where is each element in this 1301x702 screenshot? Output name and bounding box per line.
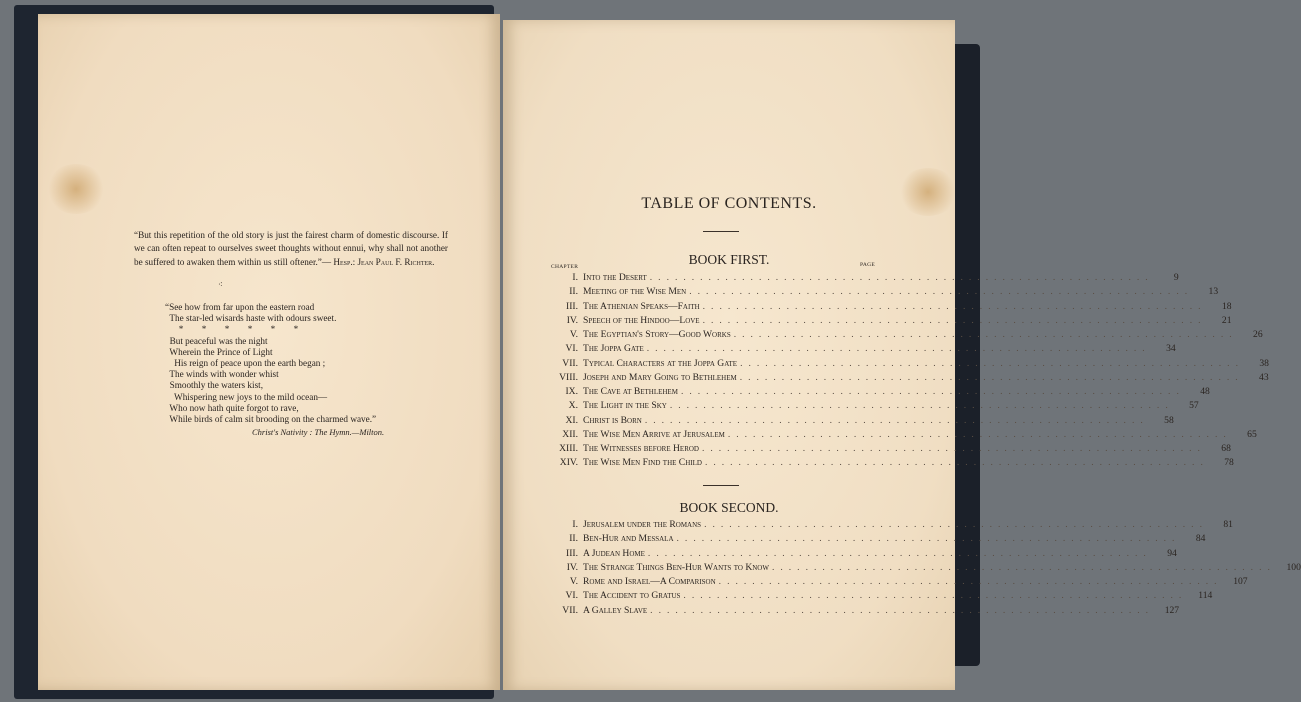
toc-entry[interactable] (548, 547, 1177, 562)
toc-entry[interactable] (548, 371, 1269, 386)
page-number: 78 (1224, 457, 1234, 469)
dot-leader: ............................................................ (646, 343, 1151, 355)
chapter-title: A Judean Home (583, 547, 645, 559)
poem (165, 302, 376, 425)
chapter-number: XIV. (559, 457, 578, 469)
page-number: 13 (1208, 286, 1219, 298)
chapter-number: VI. (565, 343, 578, 355)
chapter-title: Meeting of the Wise Men (583, 286, 687, 298)
dot-leader: ............................................................ (739, 371, 1244, 383)
poem-line: Wherein the Prince of Light (165, 346, 273, 357)
poem-line: His reign of peace upon the earth began ; (165, 357, 326, 368)
chapter-title: The Witnesses before Herod (583, 443, 699, 454)
chapter-number: III. (566, 547, 578, 559)
toc-entry[interactable] (548, 300, 1232, 315)
page-number: 21 (1221, 314, 1232, 326)
chapter-title: Speech of the Hindoo—Love (583, 314, 700, 326)
poem-line: The star-led wisards haste with odours sweet. (165, 313, 337, 324)
chapter-number: IV. (566, 314, 578, 326)
chapter-title: Christ is Born (583, 414, 642, 426)
page-number: 114 (1198, 590, 1213, 602)
poem-attribution: Christ's Nativity : The Hymn.—Milton. (252, 427, 385, 437)
chapter-title: Ben-Hur and Messala (583, 533, 674, 545)
book-heading: BOOK FIRST. (688, 252, 770, 267)
toc-entry[interactable] (548, 604, 1180, 619)
dot-leader: ............................................................ (669, 400, 1174, 412)
toc-entry[interactable] (548, 533, 1206, 547)
page-number: 34 (1166, 343, 1176, 355)
poem-line: Who now hath quite forgot to rave, (165, 402, 299, 413)
chapter-title: The Joppa Gate (583, 343, 644, 355)
divider (703, 231, 739, 232)
chapter-number: VII. (562, 604, 578, 616)
poem-line: Smoothly the waters kist, (165, 380, 263, 391)
dot-leader: ............................................................ (676, 533, 1181, 545)
chapter-title: The Athenian Speaks—Faith (583, 300, 700, 312)
chapter-title: Into the Desert (583, 272, 647, 283)
chapter-title: Rome and Israel—A Comparison (583, 576, 716, 587)
page-number: 26 (1253, 329, 1263, 340)
chapter-title: The Wise Men Arrive at Jerusalem (583, 428, 725, 440)
dot-leader: ............................................................ (771, 561, 1276, 573)
chapter-number: XII. (562, 428, 578, 440)
page-number: 43 (1259, 371, 1269, 383)
poem-line: Whispering new joys to the mild ocean— (165, 391, 328, 402)
dot-leader: ............................................................ (689, 286, 1194, 298)
dot-leader: ............................................................ (740, 357, 1244, 369)
chapter-number: XIII. (559, 443, 578, 454)
chapter-title: The Egyptian's Story—Good Works (583, 329, 731, 340)
toc-entry[interactable] (548, 457, 1234, 471)
page-number: 84 (1195, 533, 1206, 545)
toc-entry[interactable] (548, 428, 1257, 443)
chapter-number: VI. (565, 590, 578, 602)
toc-entry[interactable] (548, 400, 1199, 414)
chapter-title: Jerusalem under the Romans (583, 519, 702, 530)
epigraph-quote (134, 229, 448, 269)
chapter-title: The Cave at Bethlehem (583, 386, 678, 397)
chapter-title: The Wise Men Find the Child (583, 457, 702, 469)
page-number: 9 (1173, 272, 1179, 283)
poem-line: * * * * * * (165, 324, 299, 335)
toc-title: TABLE OF CONTENTS. (641, 195, 817, 212)
toc-entry[interactable] (548, 272, 1179, 286)
divider (703, 485, 739, 486)
chapter-number: VII. (562, 357, 578, 369)
chapter-number: VIII. (559, 371, 578, 383)
toc-entry[interactable] (548, 314, 1232, 329)
page-number: 57 (1189, 400, 1199, 412)
chapter-number: V. (569, 329, 578, 340)
dot-leader: ............................................................ (647, 547, 1152, 559)
chapter-title: The Accident to Gratus (583, 590, 681, 602)
chapter-number: I. (572, 519, 578, 530)
chapter-number: XI. (565, 414, 578, 426)
page-number: 18 (1221, 300, 1232, 312)
dot-leader: ............................................................ (702, 314, 1207, 326)
chapter-number: I. (572, 272, 578, 283)
toc-entry[interactable] (548, 329, 1263, 343)
chapter-number: V. (569, 576, 578, 587)
page-number: 68 (1221, 443, 1231, 454)
page-number: 38 (1259, 357, 1269, 369)
chapter-title: Typical Characters at the Joppa Gate (583, 357, 738, 369)
page-number: 58 (1164, 414, 1174, 426)
chapter-number: III. (566, 300, 578, 312)
book-heading: BOOK SECOND. (679, 500, 779, 515)
page-column-label: PAGE (860, 262, 876, 268)
quote-text: “But this repetition of the old story is just the fairest charm of domestic discourse. If we can often repeat to ourselves sweet thoughts without ennui, why shall not another be suffered to awaken them within us still oftener.”— (134, 230, 448, 267)
poem-line: The winds with wonder whist (165, 369, 279, 380)
dot-leader: ............................................................ (718, 576, 1223, 587)
dot-leader: ............................................................ (644, 414, 1149, 426)
dot-leader: ............................................................ (704, 457, 1209, 469)
poem-line: “See how from far upon the eastern road (165, 302, 315, 312)
page-number: 81 (1223, 519, 1233, 530)
poem-line: While birds of calm sit brooding on the charmed wave.” (165, 413, 377, 424)
toc-entry[interactable] (548, 386, 1210, 400)
toc-entry[interactable] (548, 590, 1213, 604)
dot-leader: ............................................................ (702, 300, 1207, 312)
chapter-column-label: CHAPTER (551, 264, 579, 270)
page-number: 48 (1200, 386, 1210, 397)
toc-entry[interactable] (548, 519, 1233, 533)
toc-entry[interactable] (548, 443, 1231, 457)
dot-leader: ............................................................ (704, 519, 1208, 530)
chapter-number: II. (569, 286, 578, 298)
ornament: ⁖ (218, 280, 223, 289)
chapter-number: II. (569, 533, 578, 545)
toc-entry[interactable] (548, 414, 1174, 429)
chapter-number: IV. (566, 561, 578, 573)
page-number: 100 (1286, 561, 1301, 573)
page-number: 94 (1167, 547, 1177, 559)
dot-leader: ............................................................ (727, 428, 1232, 440)
toc-entry[interactable] (548, 357, 1269, 372)
toc-entry[interactable] (548, 343, 1176, 357)
page-number: 65 (1247, 428, 1257, 440)
dot-leader: ............................................................ (649, 272, 1154, 283)
dot-leader: ............................................................ (650, 604, 1155, 616)
page-number: 107 (1233, 576, 1248, 587)
dot-leader: ............................................................ (680, 386, 1185, 397)
toc-entry[interactable] (548, 286, 1219, 300)
chapter-title: Joseph and Mary Going to Bethlehem (583, 371, 737, 383)
dot-leader: ............................................................ (733, 329, 1238, 340)
dot-leader: ............................................................ (683, 590, 1188, 602)
toc-entry[interactable] (548, 576, 1248, 590)
foxing-stain (46, 164, 106, 214)
chapter-title: A Galley Slave (583, 604, 648, 616)
chapter-title: The Light in the Sky (583, 400, 667, 412)
quote-source: Hesp.: Jean Paul F. Richter. (333, 256, 435, 267)
poem-line: But peaceful was the night (165, 335, 268, 346)
chapter-number: IX. (565, 386, 578, 397)
dot-leader: ............................................................ (701, 443, 1206, 454)
toc-entry[interactable] (548, 561, 1301, 576)
chapter-number: X. (568, 400, 578, 412)
page-number: 127 (1164, 604, 1180, 616)
chapter-title: The Strange Things Ben-Hur Wants to Know (583, 561, 769, 573)
